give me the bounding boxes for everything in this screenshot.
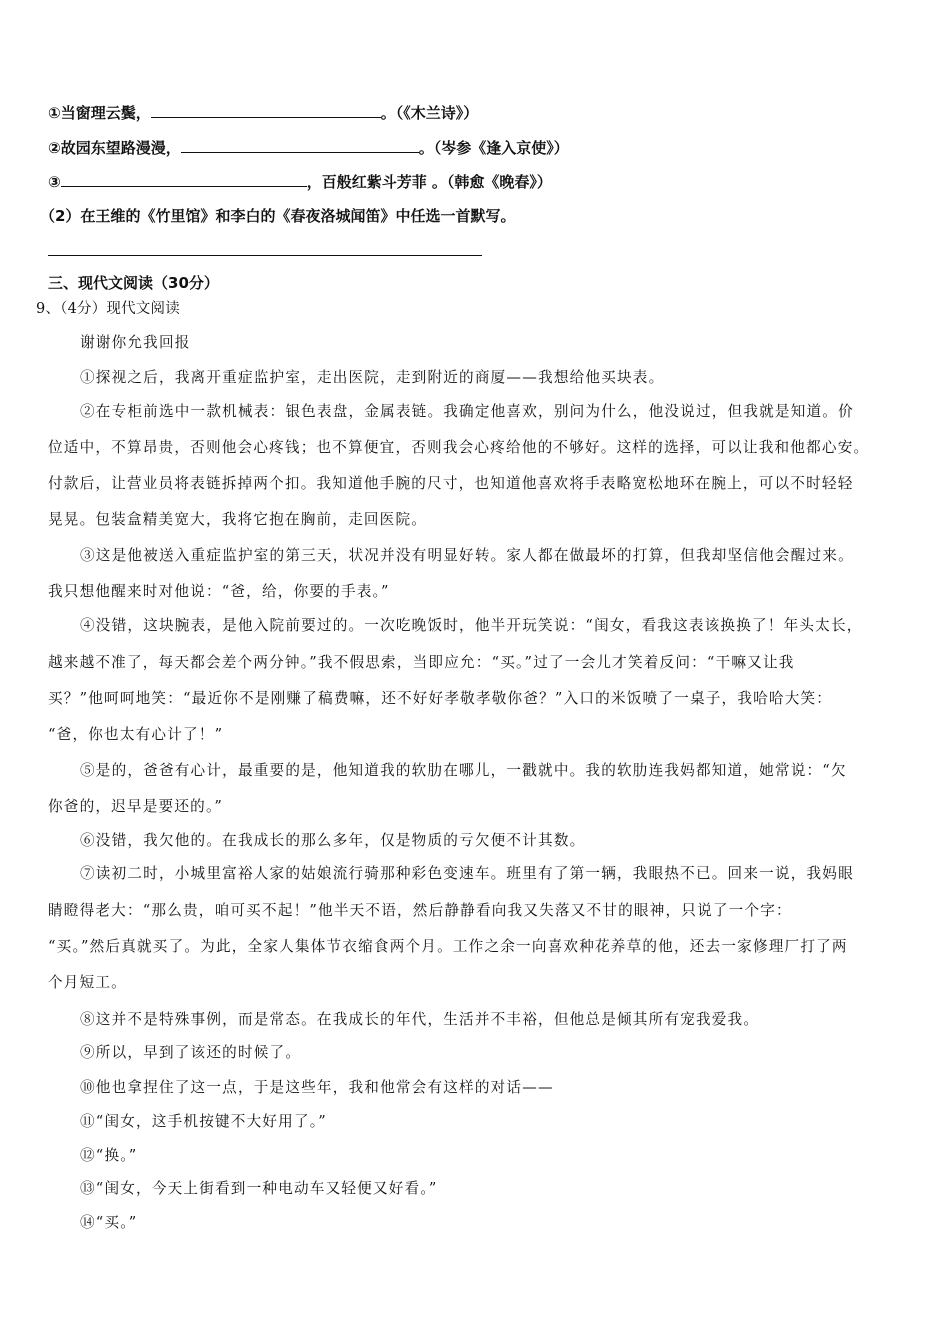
- text-line: 睛瞪得老大：“那么贵，咱可买不起！”他半天不语，然后静静看向我又失落又不甘的眼神，只说了一个字：: [48, 902, 792, 919]
- text-line: 越来越不准了，每天都会差个两分钟。”我不假思索，当即应允：“买。”过了一会儿才笑着反问：“干嘛又让我: [48, 654, 795, 671]
- answer-blank-1[interactable]: [151, 103, 381, 118]
- text-line: ②在专柜前选中一款机械表：银色表盘，金属表链。我确定他喜欢，别问为什么，他没说过，但我就是知道。价: [80, 403, 854, 420]
- blank-3-suffix: ，百般红紫斗芳菲 。（韩愈《晚春》）: [306, 173, 552, 191]
- blank-2-prefix: ②故园东望路漫漫，: [48, 139, 181, 157]
- text-line: 晃晃。包装盒精美宽大，我将它抱在胸前，走回医院。: [48, 511, 428, 528]
- text-line: 买？”他呵呵地笑：“最近你不是刚赚了稿费嘛，还不好好孝敬孝敬你爸？”入口的米饭喷了一桌子，我哈哈大笑：: [48, 690, 833, 707]
- text-line: 个月短工。: [48, 974, 127, 991]
- blank-2-suffix: 。（岑参《逢入京使》）: [418, 139, 569, 157]
- answer-blank-2[interactable]: [181, 138, 419, 153]
- section-title: 三、现代文阅读（30分）: [48, 274, 219, 292]
- blank-1-prefix: ①当窗理云鬓，: [48, 104, 151, 122]
- fill-blank-2: [48, 137, 908, 158]
- blank-3-prefix: ③: [48, 173, 61, 191]
- question-9-label: 9、（4分）现代文阅读: [36, 301, 180, 317]
- text-line: 我只想他醒来时对他说：“爸，给，你要的手表。”: [48, 583, 390, 600]
- article-title: 谢谢你允我回报: [80, 334, 191, 351]
- text-line: 位适中，不算昂贵，否则他会心疼钱；也不算便宜，否则我会心疼给他的不够好。这样的选择，可以让我和他都心安。: [48, 439, 870, 456]
- text-line: ③这是他被送入重症监护室的第三天，状况并没有明显好转。家人都在做最坏的打算，但我却坚信他会醒过来。: [80, 547, 854, 564]
- text-line: ④没错，这块腕表，是他入院前要过的。一次吃晚饭时，他半开玩笑说：“闺女，看我这表该换换了！年头太长，: [80, 617, 863, 634]
- text-line: ⑦读初二时，小城里富裕人家的姑娘流行骑那种彩色变速车。班里有了第一辆，我眼热不已。回来一说，我妈眼: [80, 865, 854, 882]
- text-line: ⑩他也拿捏住了这一点，于是这些年，我和他常会有这样的对话——: [80, 1079, 554, 1096]
- text-line: “爸，你也太有心计了！”: [48, 726, 224, 743]
- text-line: ⑬“闺女，今天上街看到一种电动车又轻便又好看。”: [80, 1180, 438, 1197]
- answer-line[interactable]: [48, 255, 482, 256]
- question-2-prompt: （2）在王维的《竹里馆》和李白的《春夜洛城闻笛》中任选一首默写。: [40, 207, 516, 225]
- fill-blank-1: [48, 102, 908, 123]
- text-line: 你爸的，迟早是要还的。”: [48, 798, 224, 815]
- fill-blank-3: [48, 171, 908, 192]
- text-line: ⑧这并不是特殊事例，而是常态。在我成长的年代，生活并不丰裕，但他总是倾其所有宠我爱我。: [80, 1011, 760, 1028]
- blank-1-suffix: 。（《木兰诗》）: [380, 104, 479, 122]
- text-line: ⑪“闺女，这手机按键不大好用了。”: [80, 1113, 327, 1130]
- text-line: ⑭“买。”: [80, 1214, 138, 1231]
- text-line: “买。”然后真就买了。为此，全家人集体节衣缩食两个月。工作之余一向喜欢种花养草的他，还去一家修理厂打了两: [48, 938, 848, 955]
- text-line: ⑤是的，爸爸有心计，最重要的是，他知道我的软肋在哪儿，一戳就中。我的软肋连我妈都知道，她常说：“欠: [80, 762, 847, 779]
- text-line: ⑨所以，早到了该还的时候了。: [80, 1044, 302, 1061]
- text-line: ①探视之后，我离开重症监护室，走出医院，走到附近的商厦——我想给他买块表。: [80, 369, 665, 386]
- answer-blank-3[interactable]: [61, 172, 307, 187]
- text-line: ⑥没错，我欠他的。在我成长的那么多年，仅是物质的亏欠便不计其数。: [80, 832, 586, 849]
- text-line: ⑫“换。”: [80, 1147, 138, 1164]
- text-line: 付款后，让营业员将表链拆掉两个扣。我知道他手腕的尺寸，也知道他喜欢将手表略宽松地环在腕上，可以不时轻轻: [48, 475, 854, 492]
